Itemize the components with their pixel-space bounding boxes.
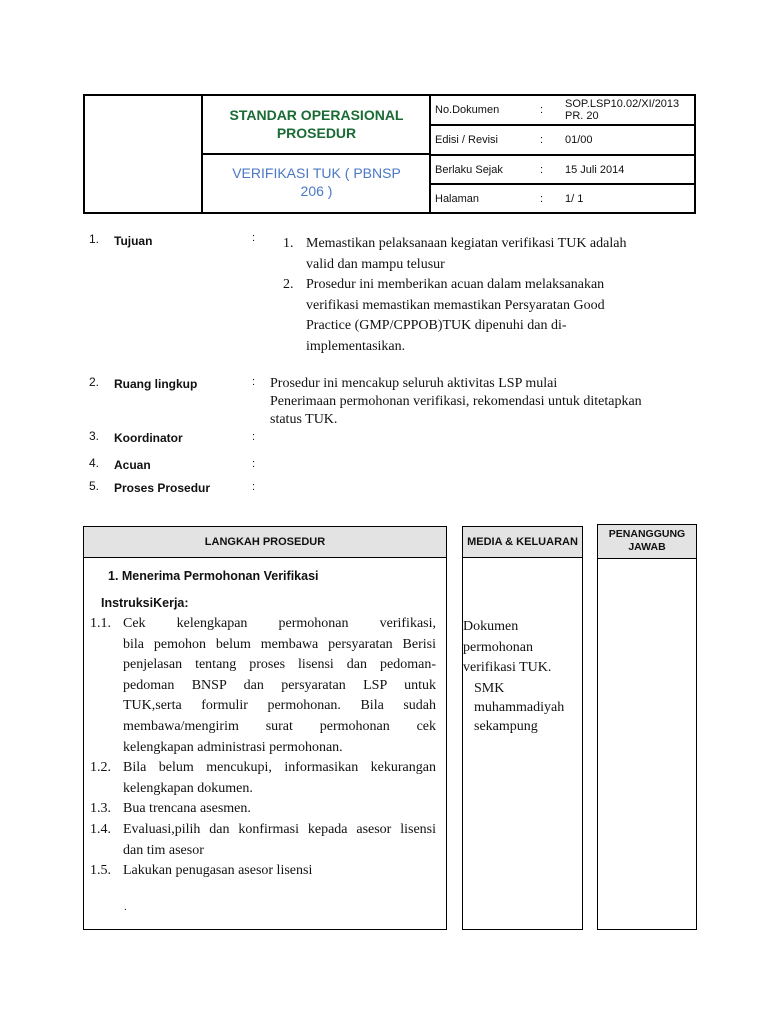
section-colon: : (252, 458, 256, 470)
meta-label-edisi: Edisi / Revisi (435, 134, 498, 146)
instruction-step (90, 614, 436, 758)
step-line: Bila belum mencukupi, informasikan kekurangan (123, 760, 436, 776)
header-divider (429, 154, 694, 156)
step-line: kelengkapan administrasi permohonan. (123, 739, 343, 755)
meta-label-no-dokumen: No.Dokumen (435, 104, 500, 116)
section-number: 3. (89, 429, 100, 443)
column-header-media: MEDIA & KELUARAN (463, 527, 582, 558)
ruang-lingkup-line: status TUK. (270, 412, 338, 427)
meta-value-edisi: 01/00 (565, 134, 593, 146)
penanggung-jawab-box (597, 524, 697, 930)
step-number: 1.4. (90, 821, 111, 837)
step-line: dan tim asesor (123, 842, 204, 858)
media-keluaran-box (462, 526, 583, 930)
step-number: 1.3. (90, 801, 111, 817)
meta-label-halaman: Halaman (435, 193, 480, 205)
section-label-proses: Proses Prosedur (114, 481, 211, 495)
section-label-tujuan: Tujuan (114, 234, 153, 248)
step-line: pedoman BNSP dan persyaratan LSP untuk (123, 677, 436, 693)
header-divider (201, 153, 429, 155)
step-title: 1. Menerima Permohonan Verifikasi (108, 569, 319, 583)
header-divider (429, 124, 694, 126)
tujuan-list (283, 234, 693, 358)
step-number: 1.1. (90, 616, 111, 631)
section-label-koordinator: Koordinator (114, 431, 183, 445)
meta-colon: : (540, 104, 544, 116)
meta-colon: : (540, 164, 544, 176)
step-line: Bua trencana asesmen. (123, 801, 251, 817)
step-line: membawa/mengirim surat permohonan cek (123, 718, 436, 734)
step-line: TUK,serta formulir permohonan. Bila sudah (123, 698, 436, 714)
meta-value-halaman: 1/ 1 (565, 193, 584, 205)
document-subtitle: VERIFIKASI TUK ( PBNSP 206 ) (232, 165, 401, 199)
instruksi-label: InstruksiKerja: (101, 596, 189, 610)
section-number: 1. (89, 232, 100, 246)
section-colon: : (252, 232, 256, 244)
trailing-dot: . (124, 901, 127, 913)
media-output-text: Dokumen permohonan verifikasi TUK. (463, 619, 552, 676)
meta-label-berlaku: Berlaku Sejak (435, 164, 503, 176)
step-line: penjelasan tentang proses lisensi dan pedoman- (123, 657, 436, 673)
step-line: kelengkapan dokumen. (123, 780, 253, 796)
meta-value-no-dokumen: SOP.LSP10.02/XI/2013 PR. 20 (565, 98, 680, 122)
media-school-text: SMK muhammadiyah sekampung (474, 681, 565, 734)
document-header-table (83, 94, 696, 214)
instruction-step (90, 820, 436, 861)
section-colon: : (252, 376, 256, 388)
ruang-lingkup-line: Prosedur ini mencakup seluruh aktivitas LSP mulai (270, 376, 558, 391)
header-divider (429, 183, 694, 185)
instruction-step (90, 861, 436, 882)
step-line: bila pemohon belum membawa persyaratan Berisi (123, 636, 436, 652)
document-title: STANDAR OPERASIONAL PROSEDUR (229, 107, 404, 141)
tujuan-item: 2. Prosedur ini memberikan acuan dalam melaksanakan verifikasi memastikan memastikan Persyaratan Good Practice (GMP/CPPOB)TUK dipenuhi dan di- implementasikan. (283, 277, 605, 354)
instruction-steps (90, 614, 436, 882)
section-number: 2. (89, 375, 100, 389)
section-colon: : (252, 481, 256, 493)
ruang-lingkup-line: Penerimaan permohonan verifikasi, rekomendasi untuk ditetapkan (270, 394, 642, 409)
section-number: 5. (89, 479, 100, 493)
column-header-penanggung-jawab: PENANGGUNG JAWAB (598, 525, 696, 559)
section-colon: : (252, 431, 256, 443)
instruction-step (90, 799, 436, 820)
section-number: 4. (89, 456, 100, 470)
tujuan-item: 1. Memastikan pelaksanaan kegiatan verifikasi TUK adalah valid dan mampu telusur (283, 236, 627, 272)
step-line: Cek kelengkapan permohonan verifikasi, (123, 616, 436, 631)
section-label-acuan: Acuan (114, 458, 151, 472)
instruction-step (90, 758, 436, 799)
step-number: 1.5. (90, 863, 111, 879)
meta-colon: : (540, 193, 544, 205)
column-header-langkah: LANGKAH PROSEDUR (84, 527, 446, 558)
ruang-lingkup-text (270, 375, 690, 429)
step-number: 1.2. (90, 760, 111, 776)
meta-colon: : (540, 134, 544, 146)
section-label-ruang-lingkup: Ruang lingkup (114, 377, 198, 391)
step-line: Lakukan penugasan asesor lisensi (123, 863, 313, 879)
step-line: Evaluasi,pilih dan konfirmasi kepada asesor lisensi (123, 821, 436, 837)
langkah-prosedur-box (83, 526, 447, 930)
meta-value-berlaku: 15 Juli 2014 (565, 164, 625, 176)
